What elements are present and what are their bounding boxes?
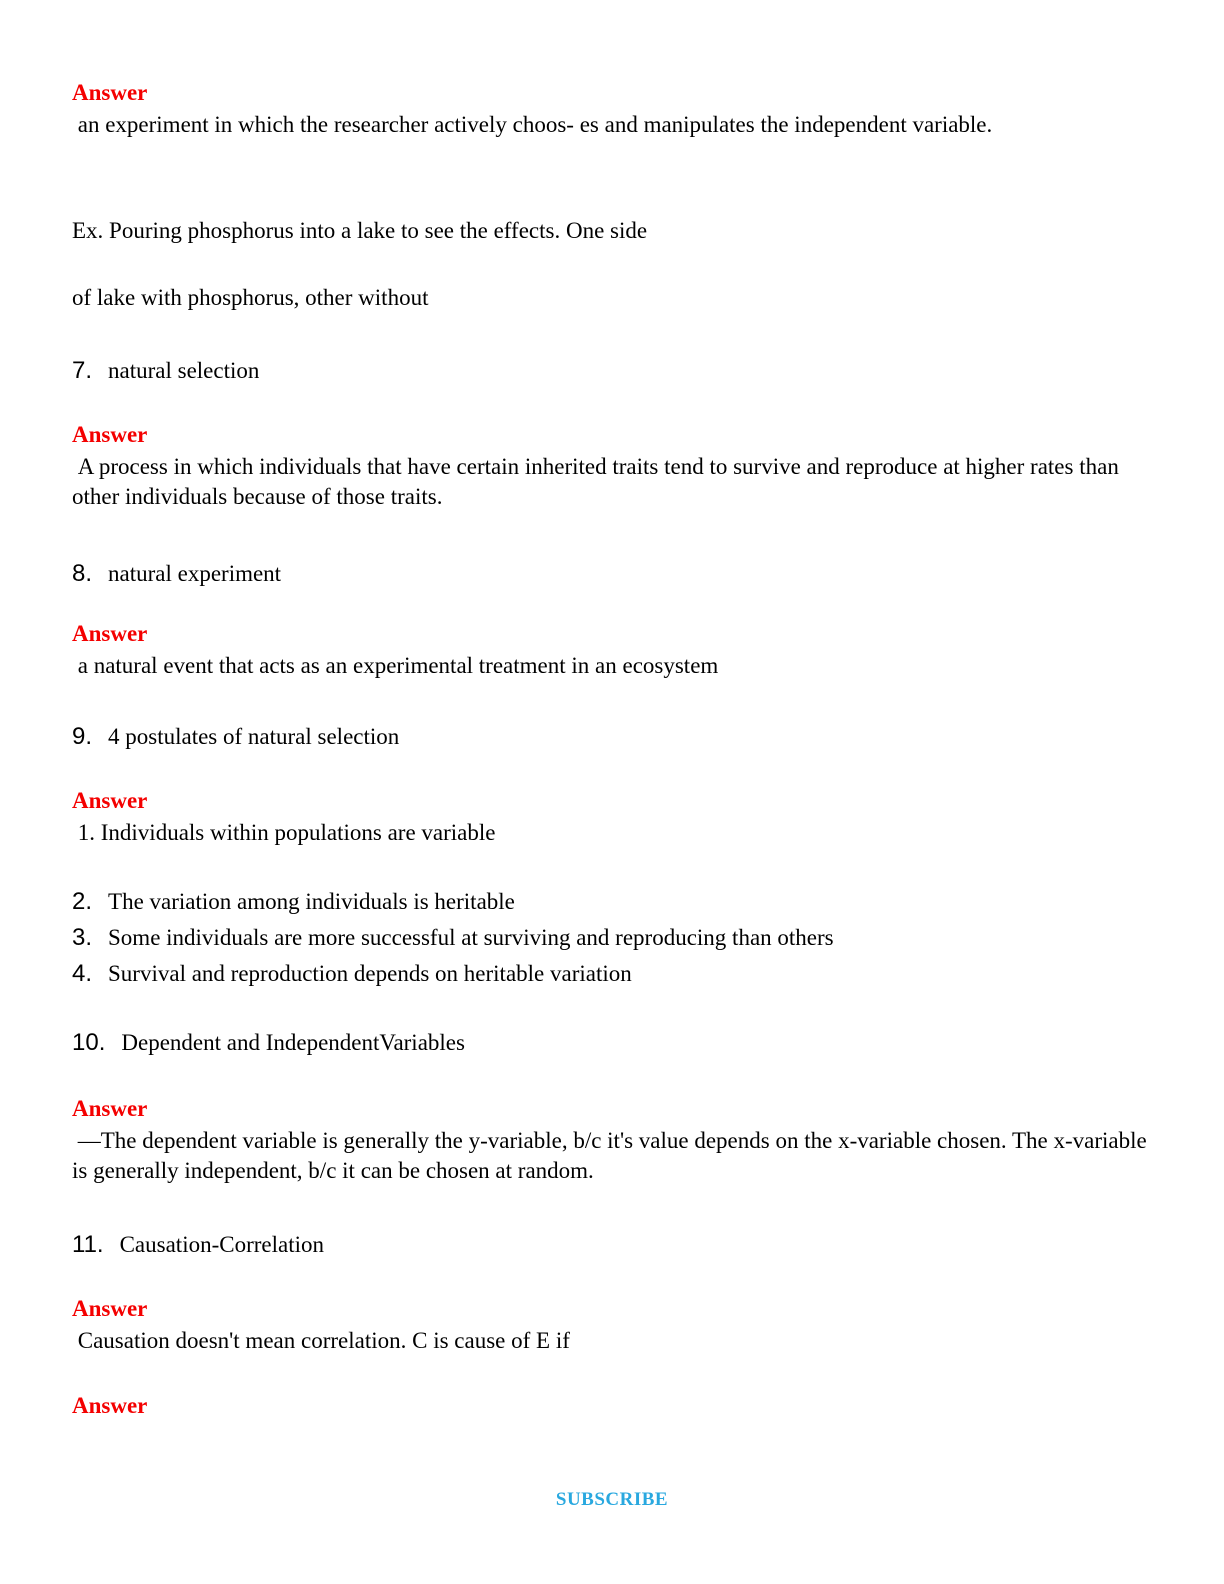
answer-heading: Answer <box>72 621 148 646</box>
question-item <box>72 559 1152 589</box>
example-paragraph: Ex. Pouring phosphorus into a lake to see the effects. One side <box>72 218 648 243</box>
question-item <box>72 1230 1152 1260</box>
question-text: 4 postulates of natural selection <box>108 724 400 749</box>
list-item-text: Some individuals are more successful at surviving and reproducing than others <box>108 925 834 950</box>
question-item <box>72 722 1152 752</box>
question-text: natural experiment <box>108 561 282 586</box>
question-number: 11. <box>72 1231 104 1258</box>
list-item-text: Survival and reproduction depends on heritable variation <box>108 961 632 986</box>
list-item-number: 2. <box>72 888 93 915</box>
answer-paragraph: an experiment in which the researcher actively choos- es and manipulates the independent variable. <box>72 112 993 137</box>
question-number: 10. <box>72 1029 106 1056</box>
list-item <box>72 923 1152 953</box>
list-item-number: 3. <box>72 924 93 951</box>
answer-paragraph: —The dependent variable is generally the y-variable, b/c it's value depends on the x-variable chosen. The x-variable is generally independent, b/c it can be chosen at random. <box>72 1128 1153 1183</box>
answer-heading: Answer <box>72 1296 148 1321</box>
question-number: 9. <box>72 723 93 750</box>
list-item-number: 4. <box>72 960 93 987</box>
list-item <box>72 959 1152 989</box>
answer-heading: Answer <box>72 80 148 105</box>
question-number: 8. <box>72 560 93 587</box>
answer-paragraph: a natural event that acts as an experimental treatment in an ecosystem <box>72 653 719 678</box>
question-number: 7. <box>72 357 93 384</box>
question-item <box>72 1028 1152 1058</box>
page-footer <box>72 1483 1152 1515</box>
question-text: natural selection <box>108 358 260 383</box>
list-item <box>72 887 1152 917</box>
answer-paragraph: 1. Individuals within populations are variable <box>72 820 496 845</box>
answer-paragraph: A process in which individuals that have certain inherited traits tend to survive and reproduce at higher rates than other individuals because of those traits. <box>72 454 1125 509</box>
question-text: Dependent and IndependentVariables <box>121 1030 465 1055</box>
example-paragraph: of lake with phosphorus, other without <box>72 285 429 310</box>
answer-heading: Answer <box>72 422 148 447</box>
answer-heading: Answer <box>72 1393 148 1418</box>
subscribe-link[interactable]: SUBSCRIBE <box>555 1489 669 1510</box>
question-text: Causation-Correlation <box>119 1232 324 1257</box>
list-item-text: The variation among individuals is heritable <box>108 889 515 914</box>
answer-paragraph: Causation doesn't mean correlation. C is cause of E if <box>72 1328 570 1353</box>
answer-heading: Answer <box>72 788 148 813</box>
question-item <box>72 356 1152 386</box>
answer-heading: Answer <box>72 1096 148 1121</box>
